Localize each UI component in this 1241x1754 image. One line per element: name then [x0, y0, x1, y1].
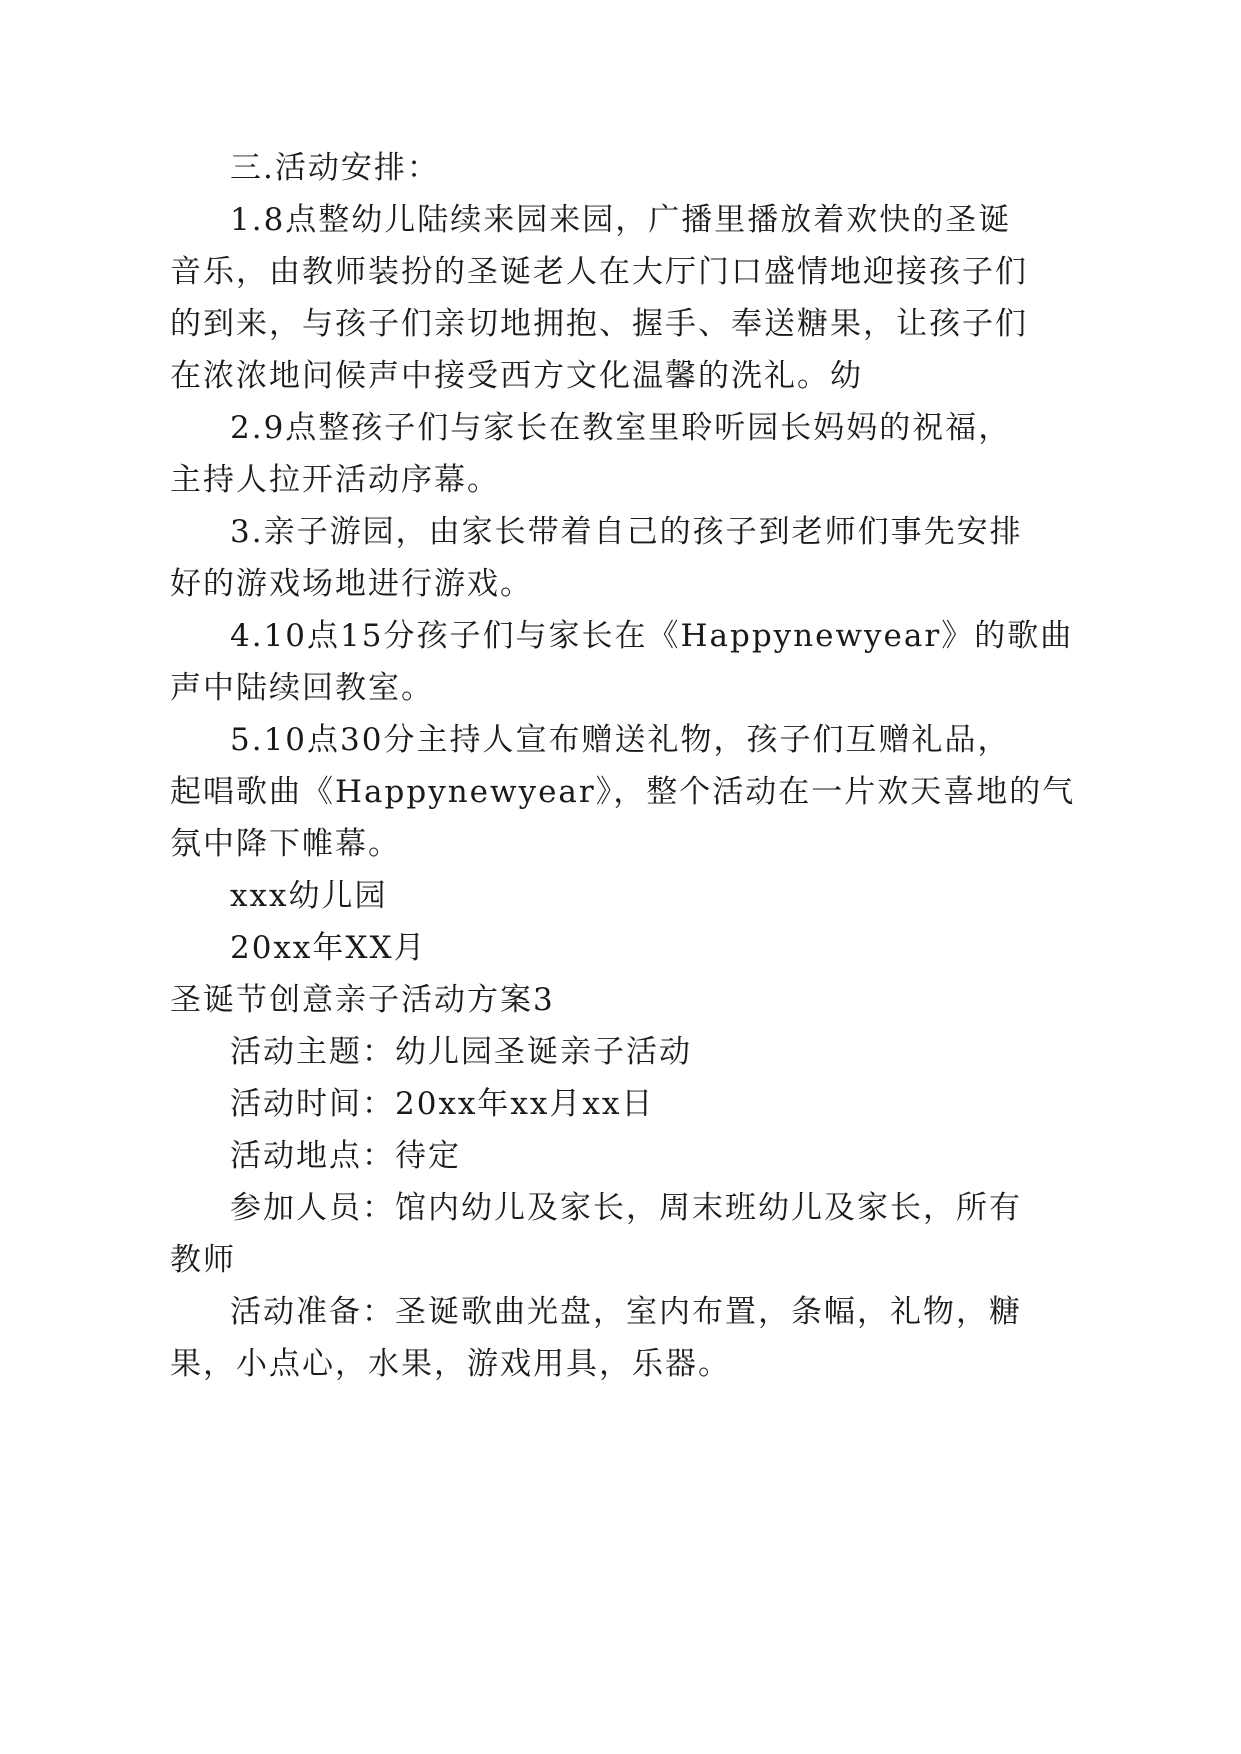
section-heading: 三.活动安排：	[230, 150, 440, 186]
activity-time: 活动时间：20xx年xx月xx日	[230, 1086, 655, 1122]
participants-line: 参加人员：馆内幼儿及家长，周末班幼儿及家长，所有	[230, 1190, 1022, 1226]
paragraph-line: 好的游戏场地进行游戏。	[170, 566, 533, 602]
preparation-line: 果，小点心，水果，游戏用具，乐器。	[170, 1346, 731, 1382]
paragraph-line: 1.8点整幼儿陆续来园来园，广播里播放着欢快的圣诞	[230, 202, 1012, 238]
paragraph-line: 3.亲子游园，由家长带着自己的孩子到老师们事先安排	[230, 514, 1023, 550]
paragraph-line: 音乐，由教师装扮的圣诞老人在大厅门口盛情地迎接孩子们	[170, 254, 1028, 290]
preparation-line: 活动准备：圣诞歌曲光盘，室内布置，条幅，礼物，糖	[230, 1294, 1022, 1330]
signature-date: 20xx年XX月	[230, 930, 427, 966]
activity-theme: 活动主题：幼儿园圣诞亲子活动	[230, 1034, 692, 1070]
paragraph-line: 4.10点15分孩子们与家长在《Happynewyear》的歌曲	[230, 618, 1074, 654]
paragraph-line: 主持人拉开活动序幕。	[170, 462, 500, 498]
paragraph-line: 的到来，与孩子们亲切地拥抱、握手、奉送糖果，让孩子们	[170, 306, 1028, 342]
paragraph-line: 起唱歌曲《Happynewyear》，整个活动在一片欢天喜地的气	[170, 774, 1076, 810]
paragraph-line: 5.10点30分主持人宣布赠送礼物，孩子们互赠礼品，	[230, 722, 1011, 758]
signature-org: xxx幼儿园	[230, 878, 388, 914]
paragraph-line: 在浓浓地问候声中接受西方文化温馨的洗礼。幼	[170, 358, 863, 394]
plan-title: 圣诞节创意亲子活动方案3	[170, 982, 555, 1018]
paragraph-line: 氛中降下帷幕。	[170, 826, 401, 862]
paragraph-line: 声中陆续回教室。	[170, 670, 434, 706]
participants-line: 教师	[170, 1242, 236, 1278]
paragraph-line: 2.9点整孩子们与家长在教室里聆听园长妈妈的祝福，	[230, 410, 1012, 446]
activity-location: 活动地点：待定	[230, 1138, 461, 1174]
